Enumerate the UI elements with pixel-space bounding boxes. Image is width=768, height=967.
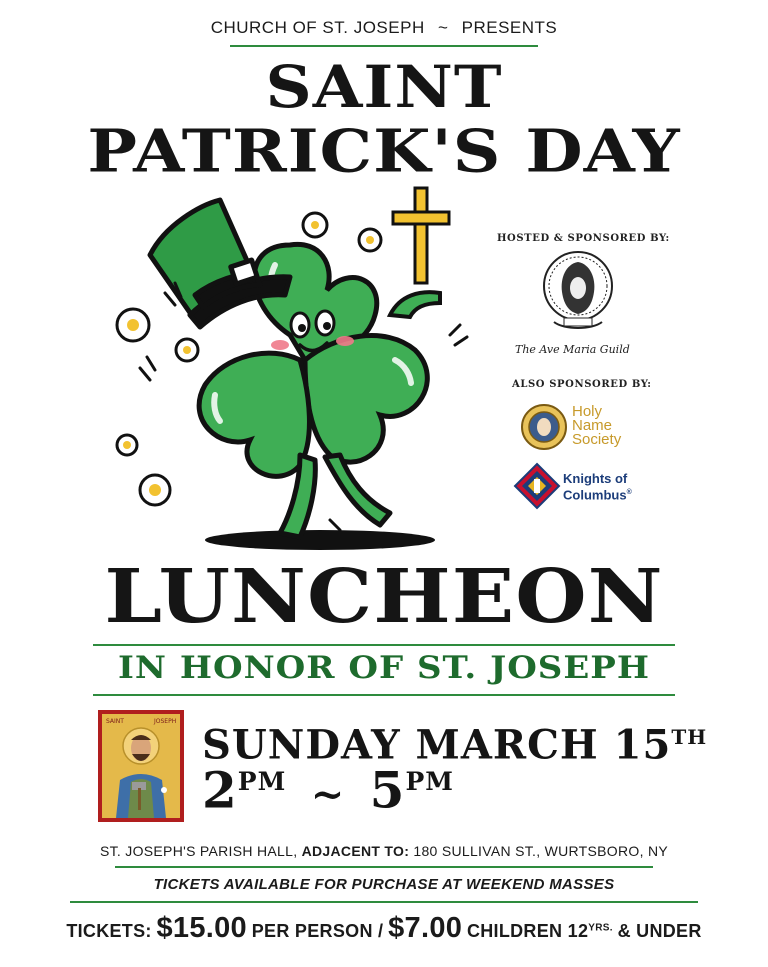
- church-name: CHURCH OF ST. JOSEPH: [210, 18, 425, 37]
- time-end: 5: [369, 760, 406, 820]
- event-time: [202, 756, 454, 821]
- tickets-rule: [70, 901, 698, 903]
- hns-line-2: Name: [572, 417, 613, 434]
- event-name: LUNCHEON: [104, 553, 664, 641]
- adult-price: $15.00: [156, 912, 247, 944]
- knights-of-columbus-text: [563, 472, 632, 502]
- venue-rule: [115, 866, 653, 868]
- hns-line-1: Holy: [572, 403, 603, 420]
- venue-line: [0, 843, 768, 859]
- hns-line-3: Society: [572, 431, 622, 448]
- ave-maria-guild-logo: [540, 248, 616, 338]
- time-separator: ~: [310, 770, 346, 818]
- holy-name-society-seal-icon: [520, 403, 568, 451]
- title-line-2: PATRICK'S DAY: [87, 115, 681, 187]
- koc-line-2: Columbus: [563, 487, 627, 503]
- hosted-by-label: HOSTED & SPONSORED BY:: [497, 233, 670, 244]
- tickets-availability-note: TICKETS AVAILABLE FOR PURCHASE AT WEEKEND MASSES: [153, 876, 615, 893]
- ave-maria-guild-name: The Ave Maria Guild: [515, 343, 630, 356]
- also-sponsored-label: ALSO SPONSORED BY:: [512, 379, 652, 390]
- koc-line-1: Knights of: [563, 471, 628, 486]
- icon-label-left: SAINT: [106, 718, 124, 725]
- cross-icon: [393, 188, 449, 283]
- icon-label-right: JOSEPH: [154, 718, 177, 725]
- time-start: 2: [202, 760, 238, 820]
- header-separator: ~: [437, 18, 449, 37]
- event-date-text: SUNDAY MARCH 15: [202, 721, 672, 769]
- tickets-label: TICKETS:: [66, 921, 152, 941]
- saint-joseph-icon-image: [98, 710, 184, 822]
- event-subtitle: IN HONOR OF ST. JOSEPH: [118, 649, 650, 687]
- ticket-prices: [0, 912, 768, 945]
- venue-hall: ST. JOSEPH'S PARISH HALL,: [99, 843, 298, 859]
- time-end-suffix: PM: [405, 767, 454, 796]
- holy-name-society-text: [572, 405, 621, 447]
- adult-price-text: PER PERSON /: [251, 921, 384, 941]
- honor-bottom-rule: [93, 694, 675, 696]
- child-price-tail: & UNDER: [617, 921, 702, 941]
- header-line: [0, 18, 768, 38]
- honor-top-rule: [93, 644, 675, 646]
- title-line-1: SAINT: [265, 53, 503, 122]
- child-price: $7.00: [388, 912, 463, 944]
- mascot-shadow: [205, 530, 435, 550]
- presents-label: PRESENTS: [461, 18, 558, 37]
- koc-registered-mark: ®: [626, 489, 632, 496]
- time-start-suffix: PM: [237, 767, 287, 796]
- venue-adjacent-label: ADJACENT TO:: [301, 843, 410, 859]
- header-rule: [230, 45, 538, 47]
- child-price-text: CHILDREN 12: [466, 921, 589, 941]
- knights-of-columbus-emblem-icon: [513, 462, 561, 510]
- event-date-suffix: TH: [671, 725, 708, 749]
- child-age-suffix: YRS.: [588, 922, 613, 934]
- shamrock-mascot-illustration: [95, 185, 480, 555]
- venue-address: 180 SULLIVAN ST., WURTSBORO, NY: [413, 843, 669, 859]
